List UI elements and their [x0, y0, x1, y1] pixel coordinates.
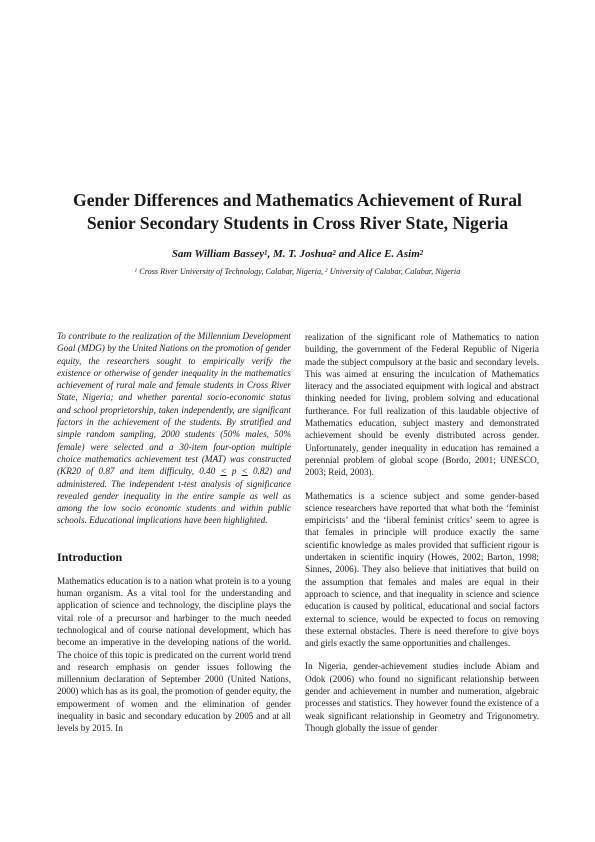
author-list: [40, 247, 555, 261]
abstract-text: To contribute to the realization of the Millennium Development Goal (MDG) by the United Nations on the promotion of gender equity, the researchers sought to empirically verify the existence or otherwise of gender inequality in the mathematics achievement of rural male and female students in Cross River State, Nigeria; and whether parental socio-economic status and school proprietorship, taken independently, are significant factors in the achievement of the students. By stratified and simple random sampling, 2000 students (50% males, 50% female) were selected and a 30-item four-option multiple choice mathematics achievement test (MAT) was constructed (KR20 of 0.87 and item difficulty, 0.40: [57, 331, 291, 477]
abstract-text: p: [226, 466, 242, 477]
author-name: Sam William Bassey: [171, 248, 265, 260]
affiliation-text: Cross River University of Technology, Calabar, Nigeria,: [137, 267, 326, 276]
author-separator: ,: [267, 248, 274, 260]
body-paragraph: In Nigeria, gender-achievement studies include Abiam and Odok (2006) who found no significant relationship between gender and achievement in number and numeration, algebraic processes and statistics. They however found the existence of a weak significant relationship in Geometry and Trigonometry. Though globally the issue of gender: [305, 661, 539, 733]
abstract: [57, 330, 291, 527]
affiliation-marker: 1: [264, 249, 268, 257]
paper-title: [40, 189, 555, 235]
title-line-2: Senior Secondary Students in Cross River State, Nigeria: [86, 213, 509, 233]
left-column: [57, 330, 291, 735]
right-column: [305, 331, 539, 734]
abstract-text: 0.82) and administered. The independent t-test analysis of significance revealed gender inequality in the entire sample as well as among the low socio economic students and within public schools. Educational implications have been highlighted.: [57, 466, 292, 526]
affiliation-text: University of Calabar, Calabar, Nigeria: [327, 267, 461, 276]
affiliations: [40, 266, 555, 277]
section-heading: Introduction: [57, 549, 123, 564]
affiliation-marker: 2: [419, 249, 424, 257]
affiliation-marker: 2: [332, 249, 336, 257]
leq-symbol: <: [241, 466, 248, 477]
affiliation-marker: 2: [325, 268, 328, 275]
leq-symbol: <: [220, 466, 227, 477]
body-paragraph: Mathematics is a science subject and some gender-based science researchers have reported that what both the ‘feminist empiricists’ and the ‘liberal feminist critics’ seem to agree is that females in principle will produce exactly the same scientific knowledge as males provided that sufficient rigour is undertaken in scientific inquiry (Howes, 2002; Barton, 1998; Sinnes, 2006). They also believe that initiatives that build on the assumption that females and males are equal in their approach to science, and that inequality in science and science education is caused by political, educational and social factors external to science, would be expected to focus on removing these external obstacles. There is need therefore to give boys and girls exactly the same opportunities and challenges.: [305, 490, 539, 649]
author-name: Alice E. Asim: [358, 248, 420, 260]
body-paragraph: realization of the significant role of Mathematics to nation building, the government of the Federal Republic of Nigeria made the subject compulsory at the basic and secondary levels. This was aimed at ensuring the inculcation of Mathematics literacy and the associated equipment with logical and abstract thinking needed for living, problem solving and educational furtherance. For full realization of this laudable objective of Mathematics education, subject mastery and demonstrated achievement should be evenly distributed across gender. Unfortunately, gender inequality in education has remained a perennial problem of global scope (Bordo, 2001; UNESCO, 2003; Reid, 2003).: [305, 332, 539, 478]
author-separator: and: [335, 248, 359, 260]
affiliation-marker: 1: [134, 268, 138, 275]
body-paragraph: Mathematics education is to a nation what protein is to a young human organism. As a vital tool for the understanding and application of science and technology, the discipline plays the vital role of a precursor and harbinger to the much needed technological and of course national development, which has become an imperative in the developing nations of the world. The choice of this topic is predicated on the current world trend and research emphasis on gender issues following the millennium declaration of September 2000 (United Nations, 2000) which has as its goal, the promotion of gender equity, the empowerment of women and the elimination of gender inequality in basic and secondary education by 2005 and at all levels by 2015. In: [57, 575, 291, 734]
title-line-1: Gender Differences and Mathematics Achievement of Rural: [73, 190, 522, 210]
author-name: M. T. Joshua: [273, 248, 333, 260]
